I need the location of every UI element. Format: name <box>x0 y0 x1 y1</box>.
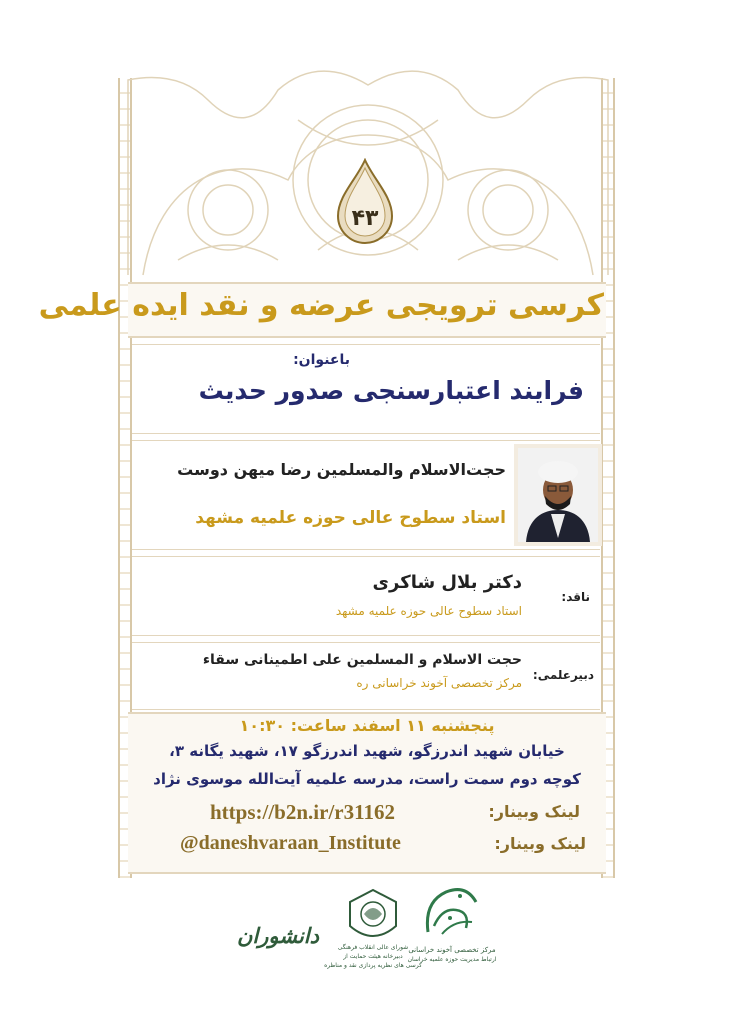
critic-name: دکتر بلال شاکری <box>372 572 522 593</box>
main-title: کرسی ترویجی عرضه و نقد ایده علمی <box>38 288 604 323</box>
secretary-role: مرکز تخصصی آخوند خراسانی ره <box>356 676 522 690</box>
council-emblem-icon <box>344 888 402 944</box>
presenter-role: استاد سطوح عالی حوزه علمیه مشهد <box>195 508 506 528</box>
presenter-photo <box>514 444 602 546</box>
event-datetime: پنجشنبه ۱۱ اسفند ساعت: ۱۰:۳۰ <box>239 716 495 735</box>
critic-role: استاد سطوح عالی حوزه علمیه مشهد <box>335 604 522 618</box>
secretary-name: حجت الاسلام و المسلمین علی اطمینانی سقاء <box>202 652 522 668</box>
council-caption-3: کرسی های نظریه پردازی نقد و مناظره <box>324 962 422 969</box>
address-line-1: خیابان شهید اندرزگو، شهید اندرزگو ۱۷، شهید یگانه ۳، <box>169 742 565 760</box>
social-label: لینک وبینار: <box>494 834 586 853</box>
presenter-name: حجت‌الاسلام والمسلمین رضا میهن دوست <box>177 460 506 479</box>
social-handle[interactable]: @daneshvaraan_Institute <box>180 832 401 854</box>
webinar-link[interactable]: https://b2n.ir/r31162 <box>210 800 395 824</box>
akhund-caption-2: ارتباط مدیریت حوزه علمیه خراسان <box>407 956 497 963</box>
webinar-label: لینک وبینار: <box>488 802 580 821</box>
number-badge <box>334 158 396 244</box>
critic-label: ناقد: <box>561 590 590 604</box>
subject-title: فرایند اعتبارسنجی صدور حدیث <box>198 376 584 405</box>
subject-label: باعنوان: <box>293 352 350 368</box>
akhund-caption-1: مرکز تخصصی آخوند خراسانی <box>408 946 496 954</box>
council-caption-1: شورای عالی انقلاب فرهنگی <box>337 944 409 951</box>
akhund-center-logo-icon <box>420 882 484 944</box>
secretary-label: دبیرعلمی: <box>532 668 594 682</box>
address-line-2: کوچه دوم سمت راست، مدرسه علمیه آیت‌الله موسوی نژاد <box>153 770 581 788</box>
council-caption-2: دبیرخانه هیئت حمایت از <box>343 953 403 960</box>
badge-number: ۴۳ <box>351 206 379 231</box>
daneshvaran-logo: دانشوران <box>236 924 319 948</box>
